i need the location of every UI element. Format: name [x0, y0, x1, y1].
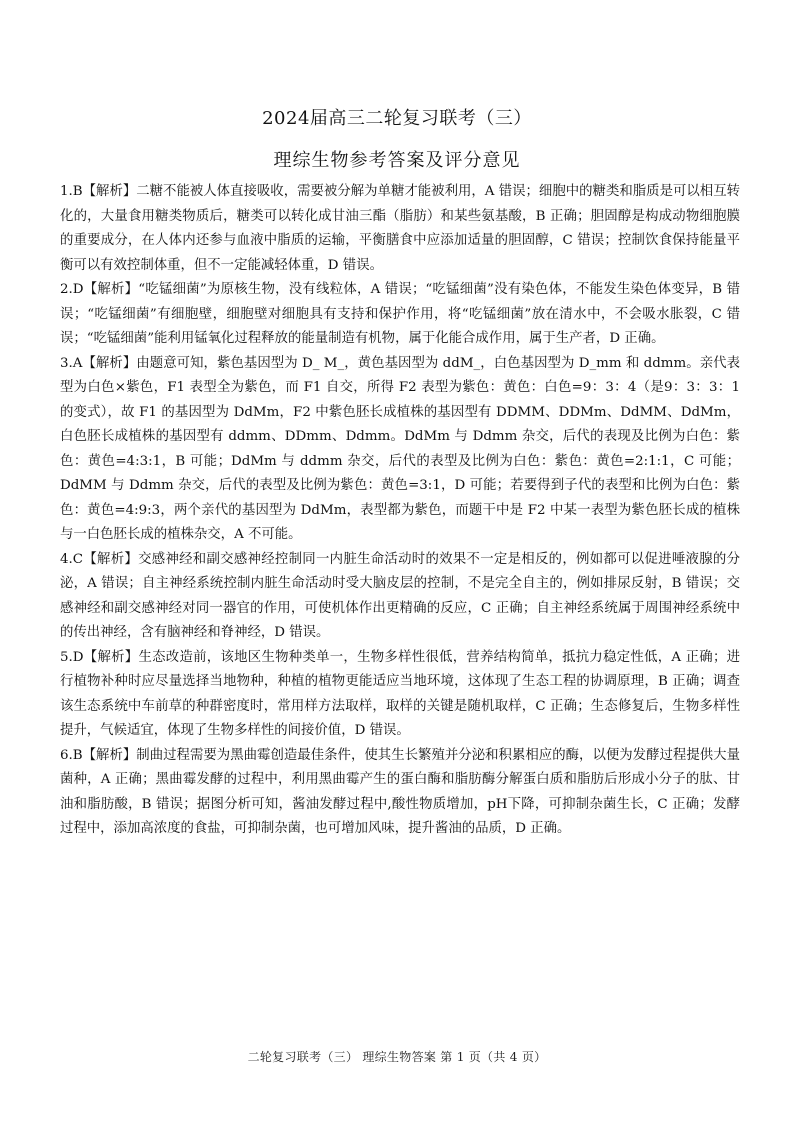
answer-list — [60, 180, 740, 842]
answer-item-3: 3.A【解析】由题意可知，紫色基因型为 D_ M_，黄色基因型为 ddM_，白色基因型为 D_mm 和 ddmm。亲代表型为白色×紫色，F1 表型全为紫色，而 F1 自交，所得 F2 表型为紫色：黄色：白色=9：3：4（是9：3：3：1 的变式），故 F1 的基因型为 DdMm，F2 中紫色胚长成植株的基因型有 DDMM、DDMm、DdMM、DdMm，白色胚长成植株的基因型有 ddmm、DDmm、Ddmm。DdMm 与 Ddmm 杂交，后代的表现及比例为白色：紫色：黄色=4:3:1，B 可能；DdMm 与 ddmm 杂交，后代的表型及比例为白色：紫色：黄色=2:1:1，C 可能；DdMM 与 Ddmm 杂交，后代的表型及比例为紫色：黄色=3:1，D 可能；若要得到子代的表型和比例为白色：紫色：黄色=4:9:3，两个亲代的基因型为 DdMm，表型都为紫色，而题干中是 F2 中某一表型为紫色胚长成的植株与一白色胚长成的植株杂交，A 不可能。 — [60, 355, 740, 542]
answer-item-5: 5.D【解析】生态改造前，该地区生物种类单一，生物多样性很低，营养结构简单，抵抗力稳定性低，A 正确；进行植物补种时应尽量选择当地物种，种植的植物更能适应当地环境，这体现了生态工程的协调原理，B 正确；调查该生态系统中车前草的种群密度时，常用样方法取样，取样的关键是随机取样，C 正确；生态修复后，生物多样性提升，气候适宜，体现了生物多样性的间接价值，D 错误。 — [60, 649, 740, 738]
answer-item-6: 6.B【解析】制曲过程需要为黑曲霉创造最佳条件，使其生长繁殖并分泌和积累相应的酶，以便为发酵过程提供大量菌种，A 正确；黑曲霉发酵的过程中，利用黑曲霉产生的蛋白酶和脂肪酶分解蛋白质和脂肪后形成小分子的肽、甘油和脂肪酸，B 错误；据图分析可知，酱油发酵过程中,酸性物质增加，pH下降，可抑制杂菌生长，C 正确；发酵过程中，添加高浓度的食盐，可抑制杂菌，也可增加风味，提升酱油的品质，D 正确。 — [60, 747, 740, 836]
document-title: 2024届高三二轮复习联考（三） — [262, 108, 532, 129]
page-footer: 二轮复习联考（三） 理综生物答案 第 1 页（共 4 页） — [247, 1050, 547, 1064]
answer-item-4: 4.C【解析】交感神经和副交感神经控制同一内脏生命活动时的效果不一定是相反的，例如都可以促进唾液腺的分泌，A 错误；自主神经系统控制内脏生命活动时受大脑皮层的控制，不是完全自主的，例如排尿反射，B 错误；交感神经和副交感神经对同一器官的作用，可使机体作出更精确的反应，C 正确；自主神经系统属于周围神经系统中的传出神经，含有脑神经和脊神经，D 错误。 — [60, 551, 740, 640]
answer-item-1: 1.B【解析】二糖不能被人体直接吸收，需要被分解为单糖才能被利用，A 错误；细胞中的糖类和脂质是可以相互转化的，大量食用糖类物质后，糖类可以转化成甘油三酯（脂肪）和某些氨基酸，B 正确；胆固醇是构成动物细胞膜的重要成分，在人体内还参与血液中脂质的运输，平衡膳食中应添加适量的胆固醇，C 错误；控制饮食保持能量平衡可以有效控制体重，但不一定能减轻体重，D 错误。 — [60, 184, 740, 273]
answer-item-2: 2.D【解析】“吃锰细菌”为原核生物，没有线粒体，A 错误；“吃锰细菌”没有染色体，不能发生染色体变异，B 错误；“吃锰细菌”有细胞壁，细胞壁对细胞具有支持和保护作用，将“吃锰细菌”放在清水中，不会吸水胀裂，C 错误；“吃锰细菌”能利用锰氧化过程释放的能量制造有机物，属于化能合成作用，属于生产者，D 正确。 — [60, 282, 740, 346]
document-subtitle: 理综生物参考答案及评分意见 — [273, 150, 521, 171]
